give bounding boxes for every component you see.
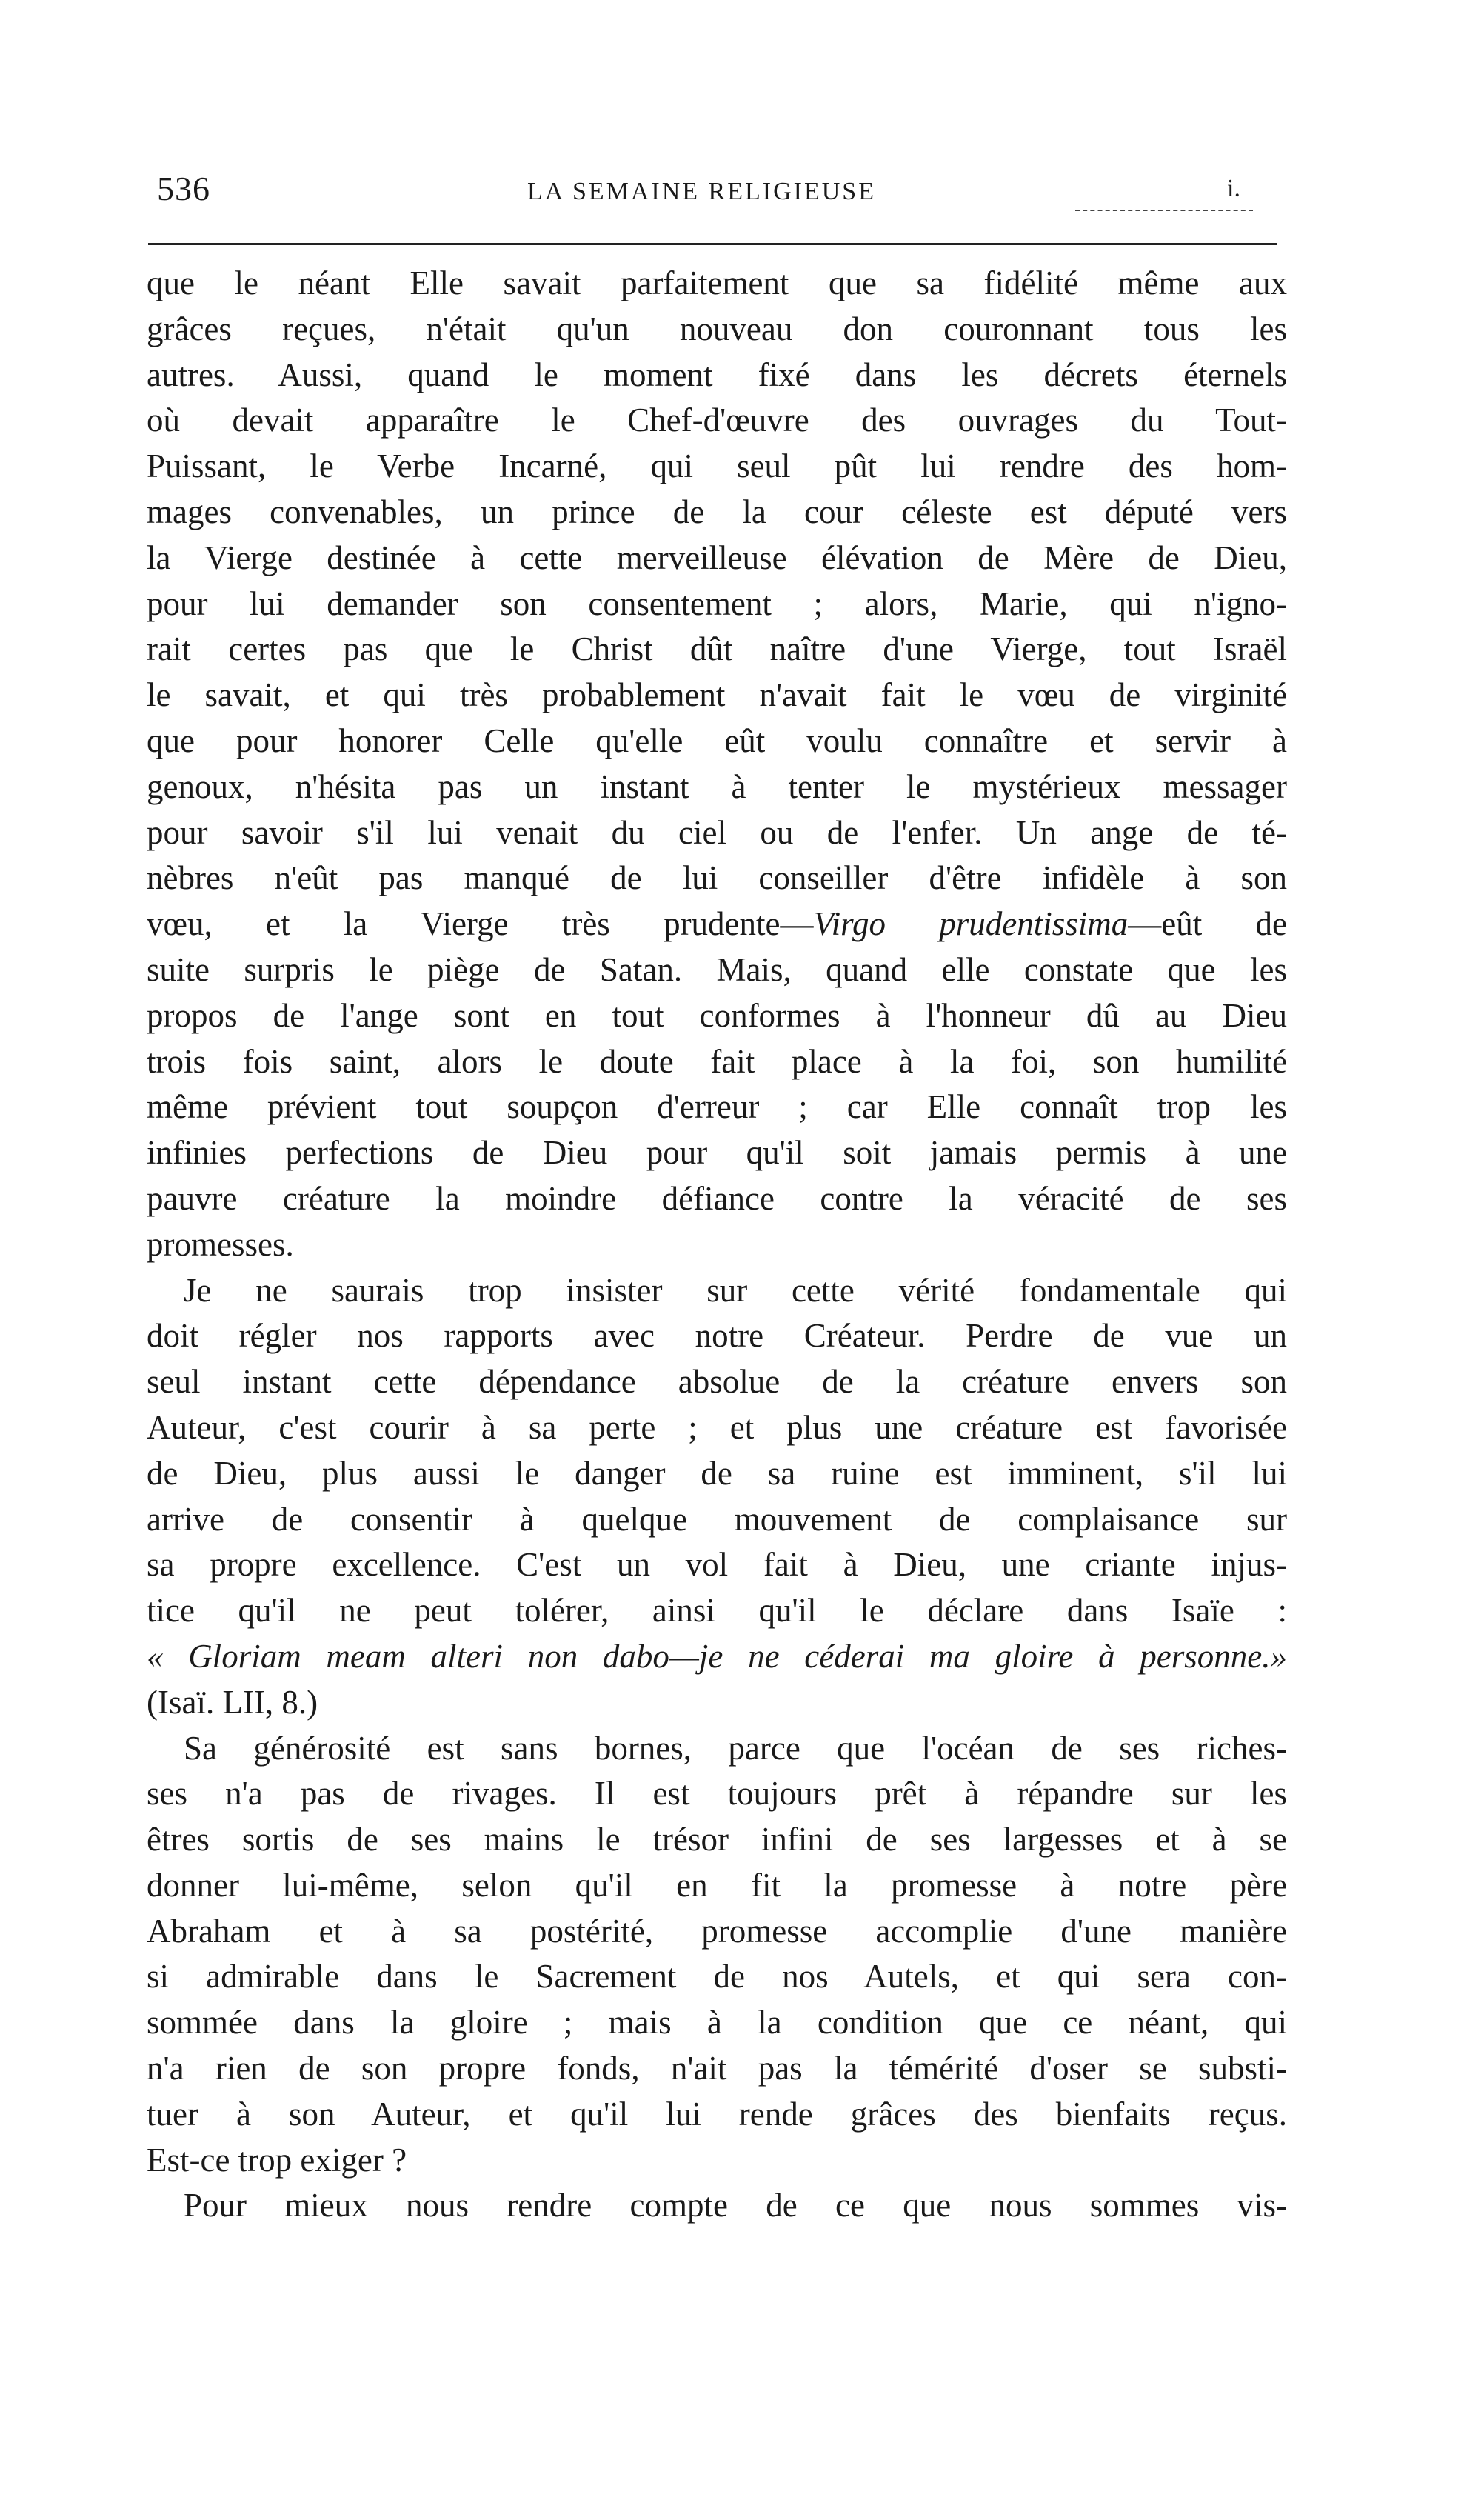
text-line: sommée dans la gloire ; mais à la condition que ce néant, qui xyxy=(147,2004,1287,2041)
text-line: vœu, et la Vierge très prudente—Virgo prudentissima—eût de xyxy=(147,905,1287,943)
text-line: Auteur, c'est courir à sa perte ; et plus une créature est favorisée xyxy=(147,1408,1287,1446)
text-line: si admirable dans le Sacrement de nos Autels, et qui sera con- xyxy=(147,1958,1287,1996)
header-rule xyxy=(148,243,1277,245)
text-line: Je ne saurais trop insister sur cette vérité fondamentale qui xyxy=(184,1271,1287,1309)
text-line: où devait apparaître le Chef-d'œuvre des ouvrages du Tout- xyxy=(147,401,1287,439)
running-title: LA SEMAINE RELIGIEUSE xyxy=(527,178,876,205)
text-line: le savait, et qui très probablement n'avait fait le vœu de virginité xyxy=(147,676,1287,714)
text-line: Puissant, le Verbe Incarné, qui seul pût lui rendre des hom- xyxy=(147,447,1287,485)
text-line: arrive de consentir à quelque mouvement de complaisance sur xyxy=(147,1500,1287,1538)
text-line: autres. Aussi, quand le moment fixé dans les décrets éternels xyxy=(147,356,1287,393)
text-line: la Vierge destinée à cette merveilleuse élévation de Mère de Dieu, xyxy=(147,539,1287,576)
latin-phrase: Virgo prudentissima xyxy=(813,905,1129,943)
text-line: (Isaï. LII, 8.) xyxy=(147,1683,318,1721)
text-line: pauvre créature la moindre défiance contre la véracité de ses xyxy=(147,1179,1287,1217)
text-line: nèbres n'eût pas manqué de lui conseiller d'être infidèle à son xyxy=(147,859,1287,897)
text-line: n'a rien de son propre fonds, n'ait pas la témérité d'oser se substi- xyxy=(147,2050,1287,2087)
page-number: 536 xyxy=(157,170,210,207)
text-line: doit régler nos rapports avec notre Créateur. Perdre de vue un xyxy=(147,1317,1287,1355)
text-line: tice qu'il ne peut tolérer, ainsi qu'il le déclare dans Isaïe : xyxy=(147,1592,1287,1630)
text-line: êtres sortis de ses mains le trésor infini de ses largesses et à se xyxy=(147,1821,1287,1859)
text-line: que le néant Elle savait parfaitement que sa fidélité même aux xyxy=(147,264,1287,301)
text-line: propos de l'ange sont en tout conformes à l'honneur dû au Dieu xyxy=(147,996,1287,1034)
text-line: trois fois saint, alors le doute fait place à la foi, son humilité xyxy=(147,1042,1287,1080)
text-line: genoux, n'hésita pas un instant à tenter le mystérieux messager xyxy=(147,767,1287,805)
text-line: Pour mieux nous rendre compte de ce que nous sommes vis- xyxy=(184,2187,1287,2224)
text-line: infinies perfections de Dieu pour qu'il soit jamais permis à une xyxy=(147,1134,1287,1172)
text-line: suite surpris le piège de Satan. Mais, quand elle constate que les xyxy=(147,950,1287,988)
text-line: de Dieu, plus aussi le danger de sa ruine est imminent, s'il lui xyxy=(147,1454,1287,1492)
header-dash-rule xyxy=(1075,210,1253,211)
text-line: rait certes pas que le Christ dût naître d'une Vierge, tout Israël xyxy=(147,630,1287,668)
text-line: pour savoir s'il lui venait du ciel ou de l'enfer. Un ange de té- xyxy=(147,813,1287,851)
text-line: Abraham et à sa postérité, promesse accomplie d'une manière xyxy=(147,1912,1287,1950)
text-line: même prévient tout soupçon d'erreur ; car Elle connaît trop les xyxy=(147,1088,1287,1126)
body-text xyxy=(147,261,1287,2229)
text-line: sa propre excellence. C'est un vol fait à Dieu, une criante injus- xyxy=(147,1546,1287,1584)
text-line: pour lui demander son consentement ; alors, Marie, qui n'igno- xyxy=(147,584,1287,622)
text-line: donner lui-même, selon qu'il en fit la promesse à notre père xyxy=(147,1866,1287,1904)
running-header xyxy=(157,169,1268,221)
text-line: ses n'a pas de rivages. Il est toujours prêt à répandre sur les xyxy=(147,1775,1287,1813)
text-line: Sa générosité est sans bornes, parce que l'océan de ses riches- xyxy=(184,1729,1287,1767)
text-line: « Gloriam meam alteri non dabo—je ne céderai ma gloire à personne.» xyxy=(147,1637,1287,1675)
text-line: mages convenables, un prince de la cour céleste est député vers xyxy=(147,493,1287,530)
text-line: promesses. xyxy=(147,1225,294,1263)
text-line: seul instant cette dépendance absolue de la créature envers son xyxy=(147,1363,1287,1401)
header-corner-mark: i. xyxy=(1227,175,1240,202)
text-line: tuer à son Auteur, et qu'il lui rende grâces des bienfaits reçus. xyxy=(147,2095,1287,2133)
text-line: grâces reçues, n'était qu'un nouveau don couronnant tous les xyxy=(147,310,1287,347)
text-line: que pour honorer Celle qu'elle eût voulu connaître et servir à xyxy=(147,721,1287,759)
text-line: Est-ce trop exiger ? xyxy=(147,2141,407,2179)
